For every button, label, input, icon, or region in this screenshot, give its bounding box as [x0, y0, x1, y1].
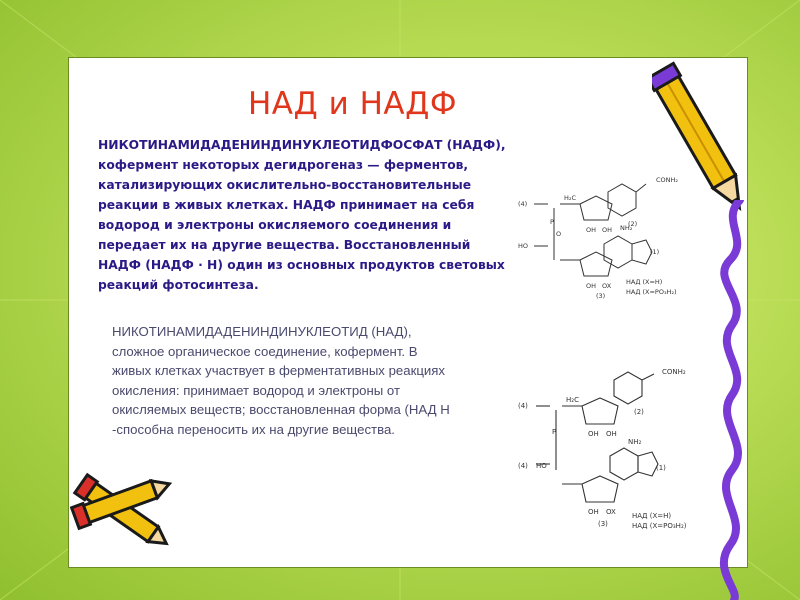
formula-conh2-label-b: CONH₂: [662, 368, 686, 376]
formula-ch2-label-b: H₂C: [566, 396, 579, 404]
formula-oh-label-b3: OH: [588, 508, 599, 516]
formula-legend-b2: НАД (X=PO₃H₂): [632, 522, 687, 530]
formula-n4-label-b: (4): [518, 402, 528, 410]
formula-o-label: O: [556, 230, 562, 238]
formula-n1-label-b: (1): [656, 464, 666, 472]
formula-legend-2: НАД (X=PO₃H₂): [626, 288, 677, 296]
formula-nh2-label-b: NH₂: [628, 438, 642, 446]
formula-p-label: P: [550, 218, 554, 226]
nad-structural-formula: [510, 360, 715, 540]
formula-legend-b1: НАД (X=H): [632, 512, 672, 520]
formula-n4-label-b2: (4): [518, 462, 528, 470]
formula-nh2-label: NH₂: [620, 224, 633, 232]
formula-n3-label: (3): [596, 292, 606, 300]
formula-ox-label: OX: [602, 282, 612, 290]
slide-title: НАД и НАДФ: [248, 86, 458, 122]
formula-oh-label-b2: OH: [606, 430, 617, 438]
formula-oh-label-2: OH: [602, 226, 613, 234]
nad-description: НИКОТИНАМИДАДЕНИНДИНУКЛЕОТИД (НАД), сложное органическое соединение, кофермент. В живых клетках участвует в ферментативных реакциях окисления: принимает водород и электроны от окисляемых веществ; восстановленная форма (НАД Н -способна переносить их на другие вещества.: [112, 324, 450, 437]
formula-ch2-label: H₂C: [564, 194, 577, 202]
ribbon-decoration: [710, 200, 760, 600]
formula-p-label-b: P: [552, 428, 557, 436]
pencils-icon-bottom: [70, 472, 180, 562]
formula-n2-label: (2): [628, 220, 638, 228]
formula-conh2-label: CONH₂: [656, 176, 679, 184]
formula-ho-label: HO: [518, 242, 529, 250]
nadp-description: НИКОТИНАМИДАДЕНИНДИНУКЛЕОТИДФОСФАТ (НАДФ), кофермент некоторых дегидрогеназ — ферментов, катализирующих окислительно-восстановительные реакции в живых клетках. НАДФ принимает на себя водород и электроны окисляемого соединения и передает их на другие вещества. Восстановленный НАДФ (НАДФ · Н) один из основных продуктов световых реакций фотосинтеза.: [98, 138, 506, 292]
formula-n1-label: (1): [650, 248, 660, 256]
formula-legend-1: НАД (X=H): [626, 278, 663, 286]
formula-ho-label-b: HO: [536, 462, 547, 470]
formula-n4-label: (4): [518, 200, 528, 208]
formula-n3-label-b: (3): [598, 520, 608, 528]
formula-ox-label-b: OX: [606, 508, 616, 516]
formula-n2-label-b: (2): [634, 408, 644, 416]
formula-oh-label-1: OH: [586, 226, 597, 234]
formula-oh-label-3: OH: [586, 282, 597, 290]
formula-oh-label-b1: OH: [588, 430, 599, 438]
